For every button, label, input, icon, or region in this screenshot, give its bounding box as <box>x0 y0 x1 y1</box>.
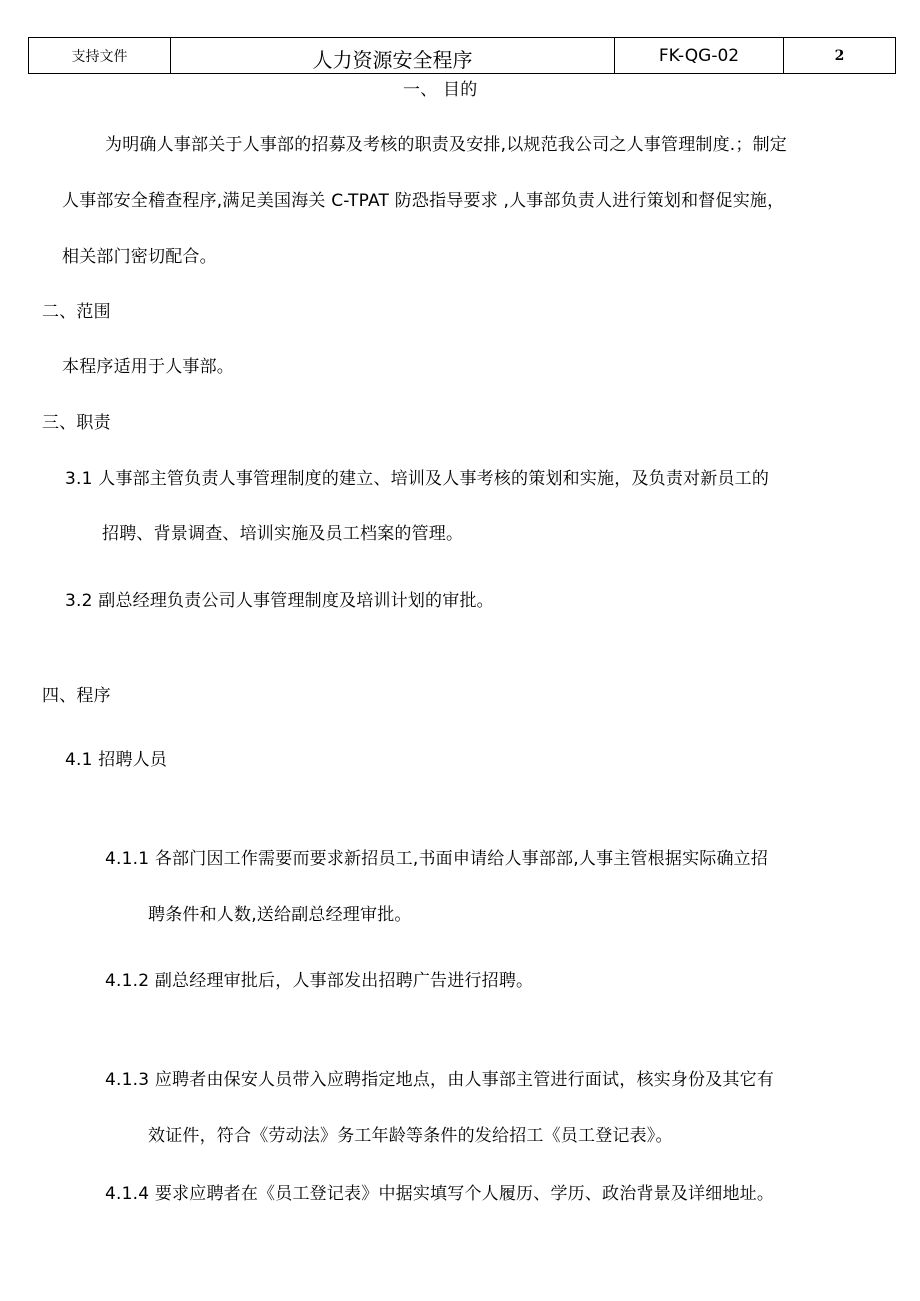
page-number-cell: 2 <box>784 38 896 74</box>
purpose-paragraph-line-3: 相关部门密切配合。 <box>62 247 217 267</box>
procedure-4-1-2: 4.1.2 副总经理审批后，人事部发出招聘广告进行招聘。 <box>105 971 534 991</box>
duty-heading: 三、职责 <box>42 413 111 433</box>
duty-3-2: 3.2 副总经理负责公司人事管理制度及培训计划的审批。 <box>65 591 494 611</box>
procedure-4-1-3-line-2: 效证件，符合《劳动法》务工年龄等条件的发给招工《员工登记表》。 <box>148 1126 673 1146</box>
scope-text: 本程序适用于人事部。 <box>62 357 234 377</box>
purpose-paragraph-line-2: 人事部安全稽查程序,满足美国海关 C-TPAT 防恐指导要求 ,人事部负责人进行策划和督促实施， <box>62 191 785 211</box>
procedure-4-1-3-line-1: 4.1.3 应聘者由保安人员带入应聘指定地点，由人事部主管进行面试，核实身份及其它有 <box>105 1070 775 1090</box>
procedure-4-1: 4.1 招聘人员 <box>65 750 168 770</box>
doc-code-cell: FK-QG-02 <box>615 38 784 74</box>
procedure-4-1-1-line-2: 聘条件和人数,送给副总经理审批。 <box>148 905 412 925</box>
procedure-4-1-4: 4.1.4 要求应聘者在《员工登记表》中据实填写个人履历、学历、政治背景及详细地址。 <box>105 1184 775 1204</box>
document-header-table <box>28 37 896 74</box>
purpose-paragraph-line-1: 为明确人事部关于人事部的招募及考核的职责及安排,以规范我公司之人事管理制度.；制定 <box>105 135 788 155</box>
doc-title-cell: 人力资源安全程序 <box>171 38 615 74</box>
scope-heading: 二、范围 <box>42 302 111 322</box>
purpose-heading: 一、 目的 <box>403 80 478 100</box>
procedure-heading: 四、程序 <box>42 686 111 706</box>
duty-3-1-line-2: 招聘、背景调查、培训实施及员工档案的管理。 <box>102 524 464 544</box>
doc-type-cell: 支持文件 <box>29 38 171 74</box>
procedure-4-1-1-line-1: 4.1.1 各部门因工作需要而要求新招员工,书面申请给人事部部,人事主管根据实际确立招 <box>105 849 769 869</box>
duty-3-1-line-1: 3.1 人事部主管负责人事管理制度的建立、培训及人事考核的策划和实施，及负责对新员工的 <box>65 469 770 489</box>
